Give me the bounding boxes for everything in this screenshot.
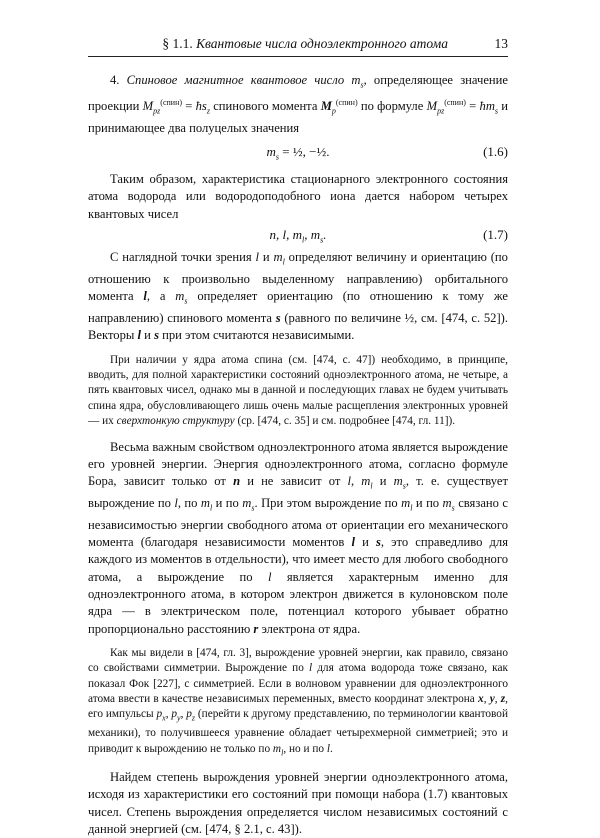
- equation-1-7: [88, 223, 508, 249]
- page: [88, 30, 508, 838]
- running-title: § 1.1. Квантовые числа одноэлектронного атома: [162, 36, 448, 51]
- paragraph-visual-interpretation: С наглядной точки зрения l и $m_l$ определяют величину и ориентацию (по отношению к произвольно выделенному направлению) орбитального момента l, а $m_s$ определяет ориентацию (по отношению к тому же направлению) спинового момента s (равного по величине ½, см. [474, с. 52]). Векторы l и s при этом считаются независимыми.: [88, 250, 508, 343]
- note-nuclear-spin: При наличии у ядра атома спина (см. [474, с. 47]) необходимо, в принципе, вводить, для полной характеристики состояний одноэлектронного атома, не четыре, а пять квантовых чисел, однако мы в данной и последующих главах не будем учитывать спина ядра, обусловливающего лишь очень малые расщепления электронных уровней — их сверхтонкую структуру (ср. [474, с. 35] и см. подробнее [474, гл. 11]).: [88, 353, 508, 428]
- paragraph-state-characteristics: Таким образом, характеристика стационарного электронного состояния атома водорода или водородоподобного иона дается набором четырех квантовых чисел: [88, 172, 508, 221]
- equation-1-7-number: (1.7): [483, 227, 508, 242]
- paragraph-degeneracy: Весьма важным свойством одноэлектронного атома является вырождение его уровней энергии. Энергия одноэлектронного атома, согласно формуле Бора, зависит только от n и не зависит от l, $m_l$ и $m_s$, т. е. существует вырождение по l, по $m_l$ и по $m_s$. При этом вырождение по $m_l$ и по $m_s$ связано с независимостью энергии свободного атома от ориентации его механического момента (благодаря независимости моментов l и s, это справедливо для каждого из моментов в отдельности), что имеет место для любого свободного атома, а вырождение по l является характерным именно для одноэлектронного атома, в котором электрон движется в кулоновском поле ядра — в электрическом поле, потенциал которого убывает обратно пропорционально расстоянию r электрона от ядра.: [88, 439, 509, 636]
- equation-1-6-formula: $m_s$ = ½, −½.: [266, 144, 330, 162]
- equation-1-6-number: (1.6): [483, 144, 508, 160]
- paragraph-spin-quantum-number: 4. Спиновое магнитное квантовое число $m_s$, определяющее значение проекции $M_{pz}^{(спин)}$ = $ħs_z$ спинового момента $M_p^{(спин)}$ по формуле $M_{pz}^{(спин)}$ = $ħm_s$ и принимающее два полуцелых значения: [88, 73, 509, 135]
- header-rule: [88, 56, 508, 57]
- note-symmetry: Как мы видели в [474, гл. 3], вырождение уровней энергии, как правило, связано со свойствами симметрии. Вырождение по l для атома водорода тоже связано, как показал Фок [227], с симметрией. Если в волновом уравнении для одноэлектронного атома ввести в качестве независимых переменных, вместо координат электрона x, y, z, его импульсы $p_x$, $p_y$, $p_z$ (перейти к другому представлению, по терминологии квантовой механики), то получившееся уравнение обладает четырехмерной симметрией; это и приводит к вырождению не только по $m_l$, но и по l.: [88, 646, 508, 757]
- running-header: [88, 30, 508, 52]
- paragraph-degree-of-degeneracy: Найдем степень вырождения уровней энергии одноэлектронного атома, исходя из характеристики его состояний при помощи набора (1.7) квантовых чисел. Степень вырождения определяется числом независимых состояний с данной энергией (см. [474, § 2.1, с. 43]).: [88, 770, 508, 837]
- equation-1-7-formula: n, l, $m_l$, $m_s$.: [269, 227, 327, 245]
- equation-1-6: [88, 137, 508, 171]
- page-number: 13: [494, 36, 508, 51]
